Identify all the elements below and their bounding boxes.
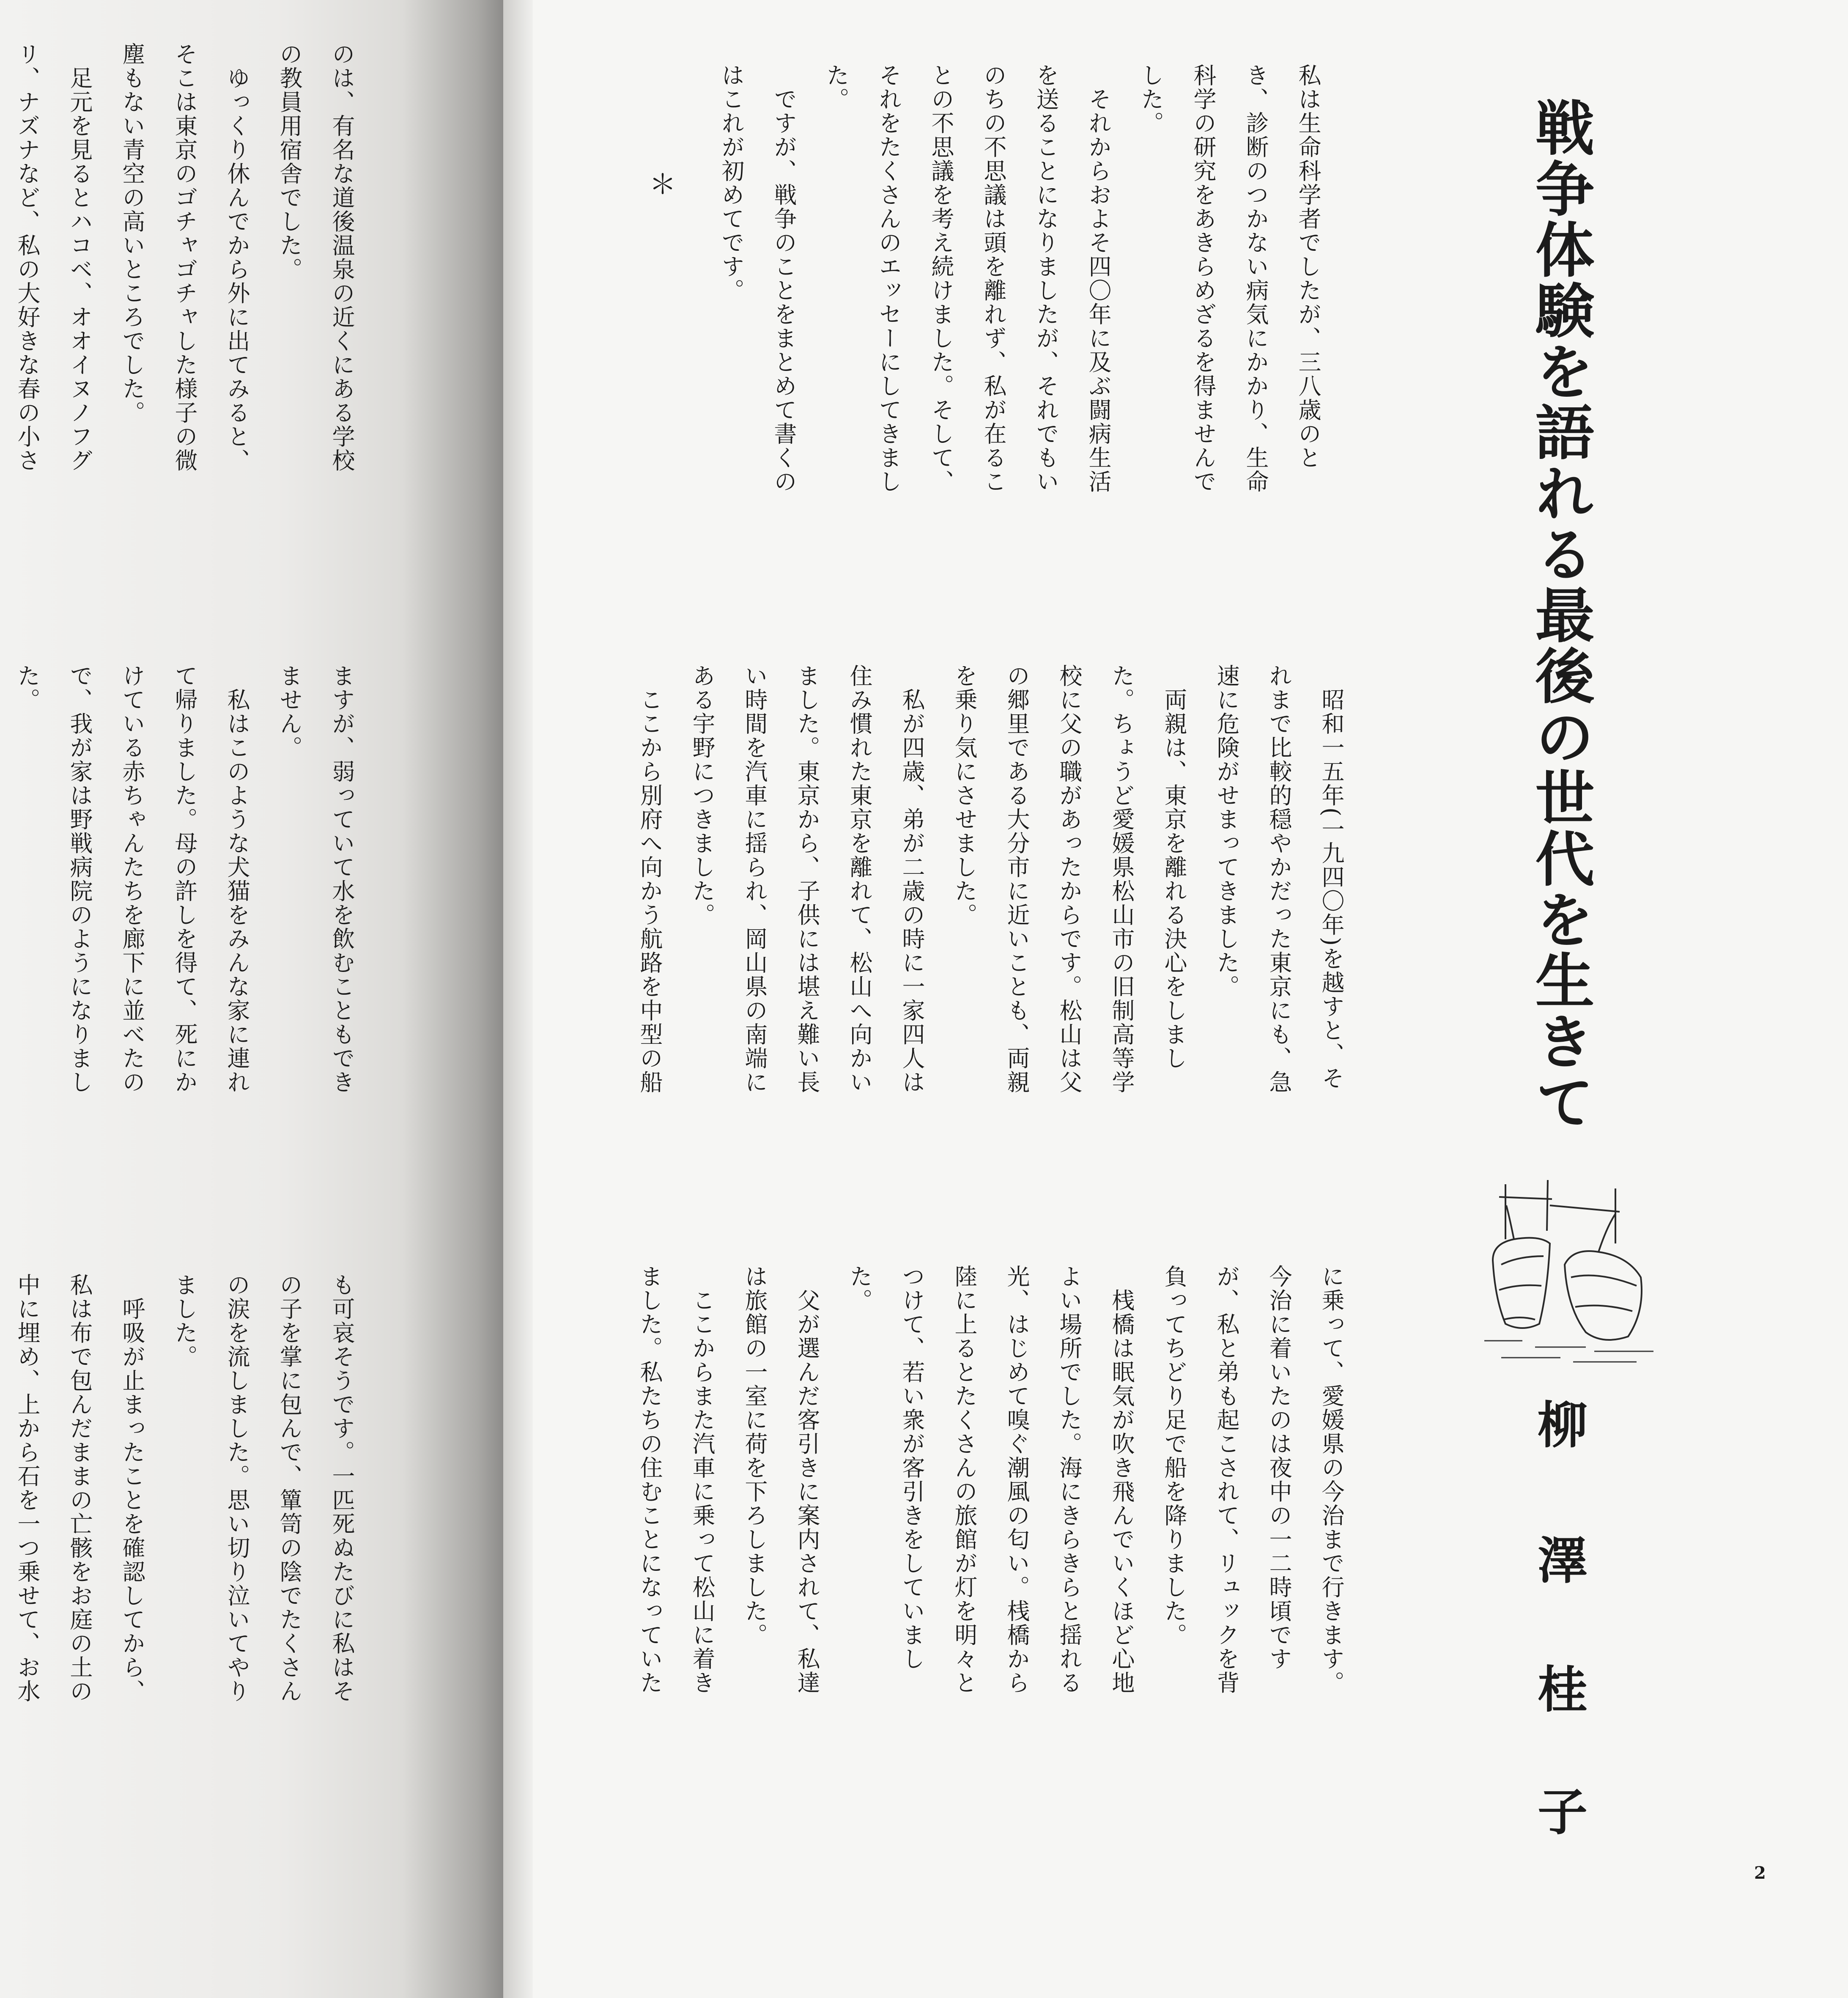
right-middle-text: 昭和一五年(一九四〇年)を越すと、そ れまで比較的穏やかだった東京にも、急 速に危険がせまってきました。 両親は、東京を離れる決心をしまし た。ちょうど愛媛県松山市の旧制高等学 校に父の職があったからです。松山は父 の郷里である大分市に近いことも、両親 を乗り気にさせました。 私が四歳、弟が二歳の時に一家四人は 住み慣れた東京を離れて、松山へ向かい ました。東京から、子供には堪え難い長 い時間を汽車に揺られ、岡山県の南端に ある宇野につきました。 ここから別府へ向かう航路を中型の船 xyxy=(636,664,1345,1094)
author-char-2: 澤 xyxy=(1537,1531,1588,1590)
rowboats-illustration xyxy=(1476,1180,1662,1370)
author-char-1: 柳 xyxy=(1537,1396,1588,1455)
left-middle-text: ますが、弱っていて水を飲むこともでき ません。 私はこのような犬猫をみんな家に連れ て帰りました。母の許しを得て、死にか けている赤ちゃんたちを廊下に並べたの で、我が家は野戦病院のようになりまし た。 xyxy=(14,664,355,1094)
page-gutter xyxy=(503,0,533,1998)
left-top-text: のは、有名な道後温泉の近くにある学校 の教員用宿舎でした。 ゆっくり休んでから外に出てみると、 そこは東京のゴチャゴチャした様子の微 塵もない青空の高いところでした。 足元を見るとハコベ、オオイヌノフグ リ、ナズナなど、私の大好きな春の小さ xyxy=(14,42,355,472)
left-bottom-text: も可哀そうです。一匹死ぬたびに私はそ の子を掌に包んで、簞笥の陰でたくさん の涙を流しました。思い切り泣いてやり ました。 呼吸が止まったことを確認してから、 私は布で包んだままの亡骸をお庭の土の 中に埋め、上から石を一つ乗せて、お水 xyxy=(14,1273,355,1703)
author-char-3: 桂 xyxy=(1537,1660,1588,1719)
author-char-4: 子 xyxy=(1537,1783,1588,1842)
right-top-text: 私は生命科学者でしたが、三八歳のと き、診断のつかない病気にかかり、生命 科学の研究をあきらめざるを得ませんで した。 それからおよそ四〇年に及ぶ闘病生活 を送ることになりましたが、それでもい のちの不思議は頭を離れず、私が在るこ との不思議を考え続けました。そして、 それをたくさんのエッセーにしてきまし た。 ですが、戦争のことをまとめて書くの はこれが初めてです。 xyxy=(718,63,1322,494)
page-number: 2 xyxy=(1754,1863,1766,1883)
article-title: 戦争体験を語れる最後の世代を生きて xyxy=(1525,97,1595,1133)
right-bottom-text: に乗って、愛媛県の今治まで行きます。 今治に着いたのは夜中の一二時頃です が、私と弟も起こされて、リュックを背 負ってちどり足で船を降りました。 桟橋は眠気が吹き飛んでいくほど心地 よい場所でした。海にきらきらと揺れる 光、はじめて嗅ぐ潮風の匂い。桟橋から 陸に上るとたくさんの旅館が灯を明々と つけて、若い衆が客引きをしていまし た。 父が選んだ客引きに案内されて、私達 は旅館の一室に荷を下ろしました。 ここからまた汽車に乗って松山に着き ました。私たちの住むことになっていた xyxy=(636,1265,1345,1695)
section-separator: ＊ xyxy=(649,169,676,200)
